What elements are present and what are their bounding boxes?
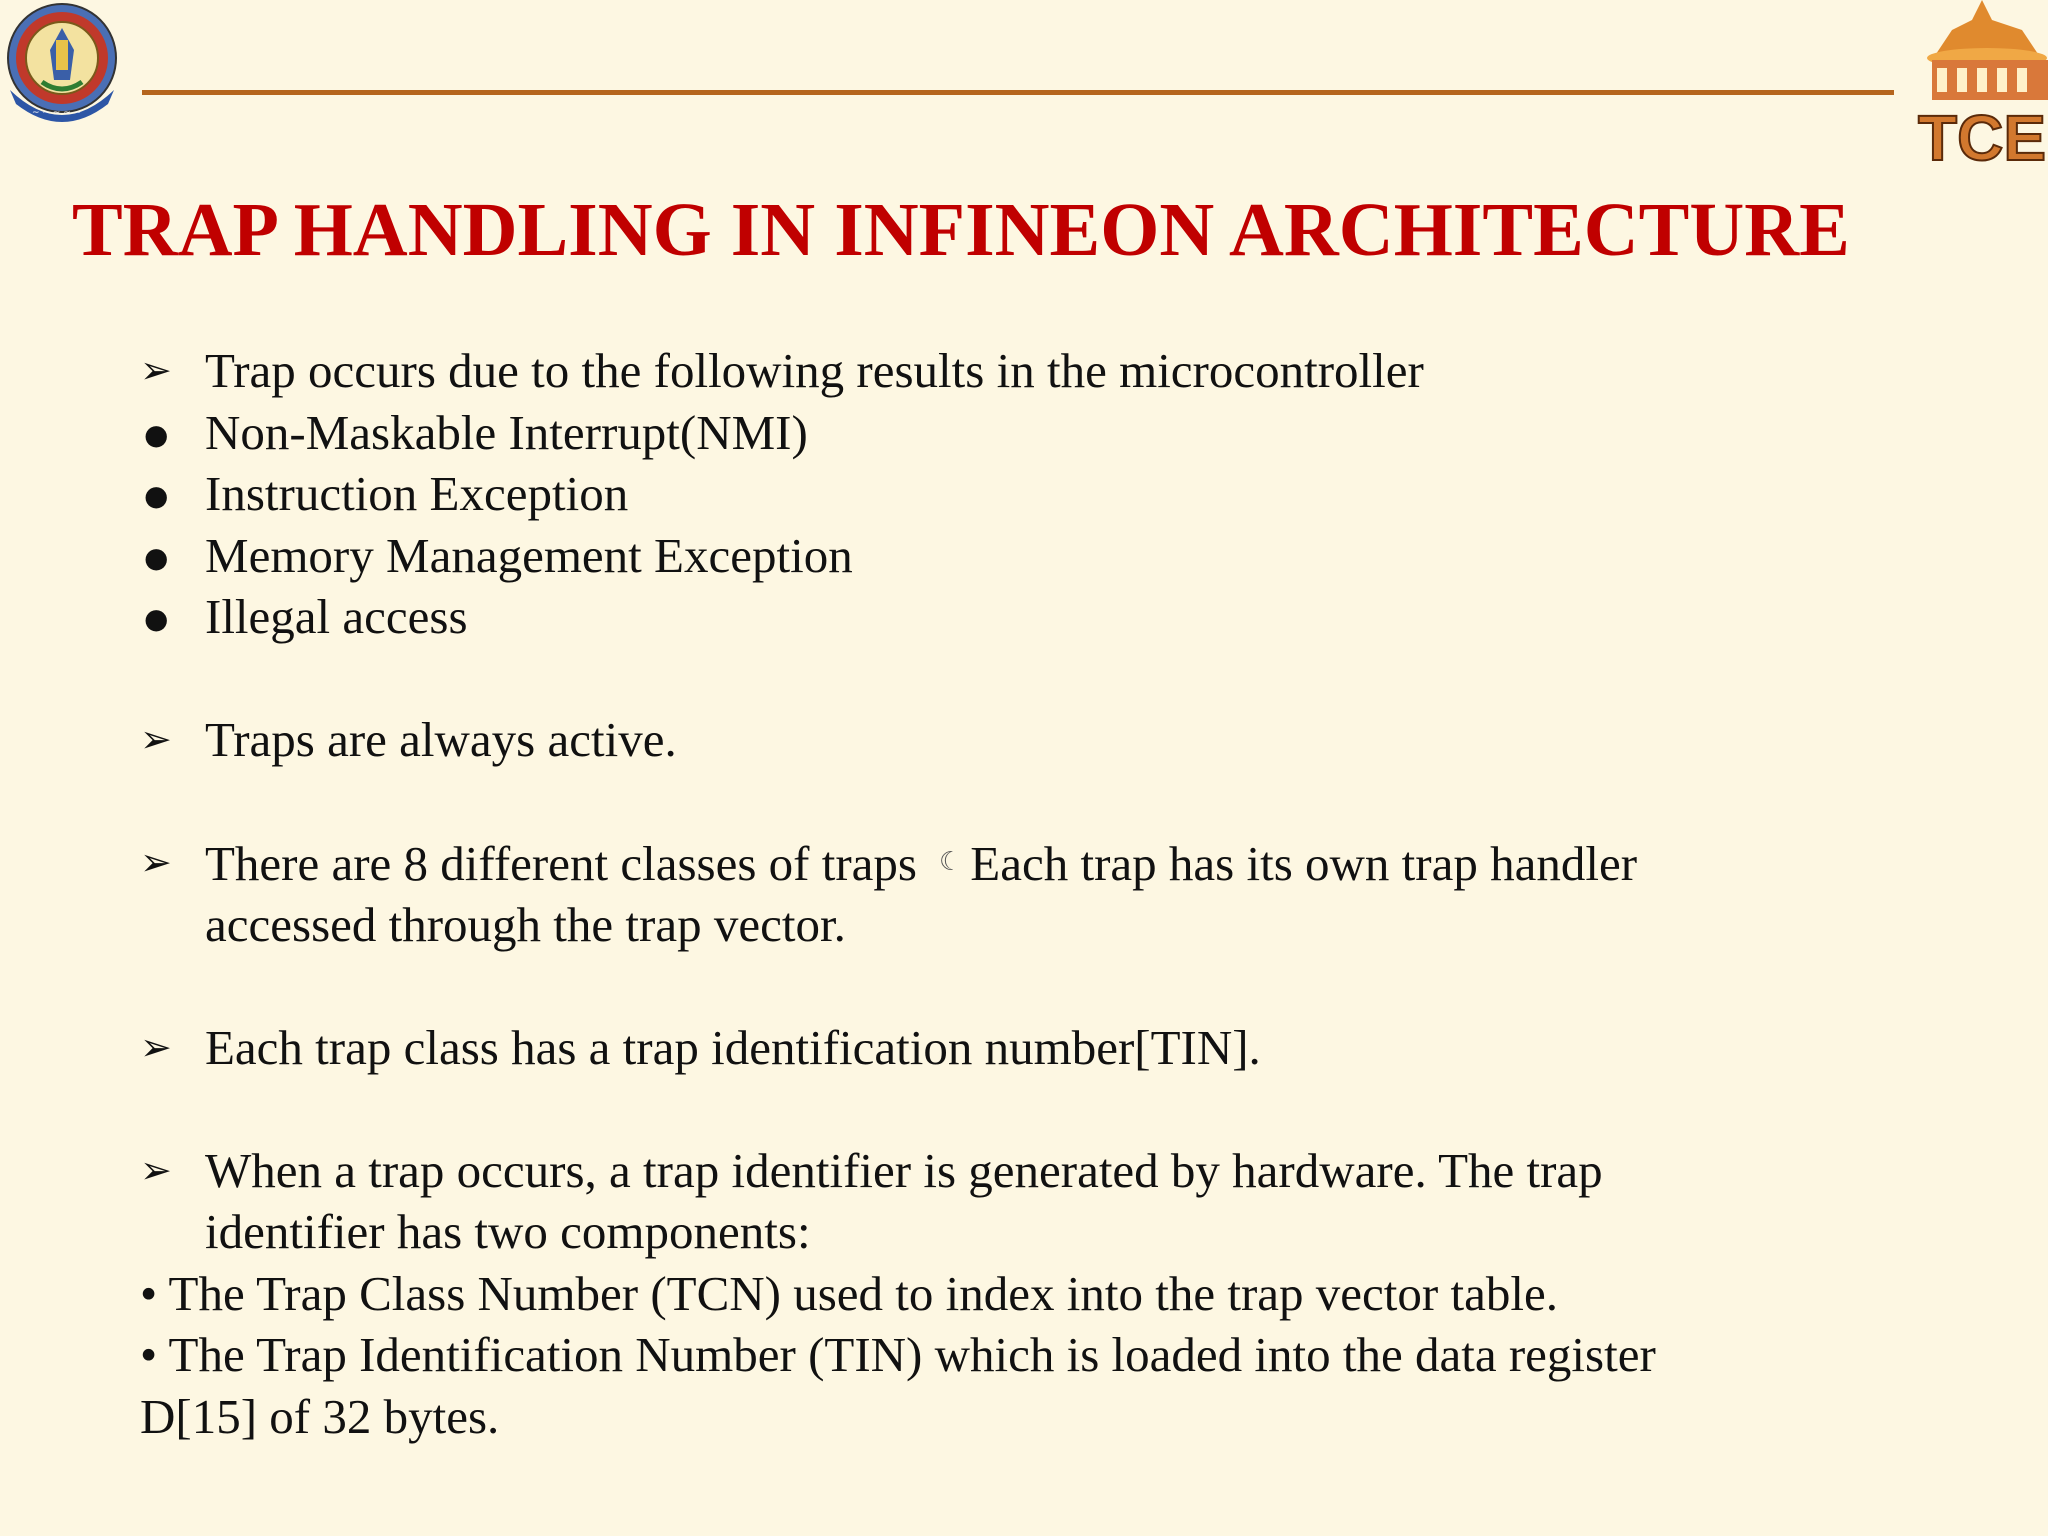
tce-logo [1912,0,2048,168]
bullet-icon: ● [144,479,169,512]
slide-content [140,340,1940,1447]
crescent-icon: ☾ [938,847,963,877]
list-item [140,463,1940,525]
point-trap-classes [205,832,1637,895]
bullet-icon: ● [144,417,169,451]
arrow-bullet-icon: ➢ [140,1147,172,1192]
cause-nmi: Non-Maskable Interrupt(NMI) [205,404,808,460]
point-traps-active: Traps are always active. [205,712,677,767]
point-trap-identifier-b: identifier has two components: [205,1204,811,1259]
tce-logo-text: TCE [1918,102,2046,168]
page-title: TRAP HANDLING IN INFINEON ARCHITECTURE [72,188,1850,272]
sub-item-continuation [140,1386,1940,1448]
point-trap-classes-a: There are 8 different classes of traps [205,836,917,891]
point-trap-causes: Trap occurs due to the following results in the microcontroller [205,343,1424,398]
arrow-bullet-icon: ➢ [140,717,172,761]
list-item [140,586,1940,648]
list-item [140,340,1940,402]
bullet-icon: ● [144,602,169,635]
list-item-continuation [140,894,1940,956]
list-item [140,832,1940,894]
cause-instruction-exception: Instruction Exception [205,466,629,521]
sub-item-tin-cont: D[15] of 32 bytes. [140,1388,500,1444]
sub-item-tcn: • The Trap Class Number (TCN) used to index into the trap vector table. [140,1265,1558,1321]
sub-item [140,1324,1940,1386]
point-trap-classes-b: Each trap has its own trap handler [970,836,1638,891]
arrow-bullet-icon: ➢ [140,1024,172,1069]
bullet-icon: ● [144,540,169,574]
college-emblem-logo [2,0,124,132]
list-item-continuation [140,1201,1940,1263]
list-item [140,402,1940,464]
arrow-bullet-icon: ➢ [140,840,172,884]
list-item [140,709,1940,771]
list-item [140,1017,1940,1079]
list-item [140,1140,1940,1202]
header-rule [142,90,1894,95]
point-trap-classes-c: accessed through the trap vector. [205,896,846,952]
svg-text:~ ~ ~ ~ ~: ~ ~ ~ ~ ~ [32,108,82,118]
cause-illegal-access: Illegal access [205,589,468,644]
list-item [140,525,1940,587]
arrow-bullet-icon: ➢ [140,348,172,392]
point-trap-identifier-a: When a trap occurs, a trap identifier is generated by hardware. The trap [205,1142,1603,1198]
point-tin: Each trap class has a trap identification number[TIN]. [205,1019,1261,1075]
sub-item-tin: • The Trap Identification Number (TIN) which is loaded into the data register [140,1327,1656,1382]
sub-item [140,1263,1940,1325]
cause-memory-management: Memory Management Exception [205,527,853,583]
